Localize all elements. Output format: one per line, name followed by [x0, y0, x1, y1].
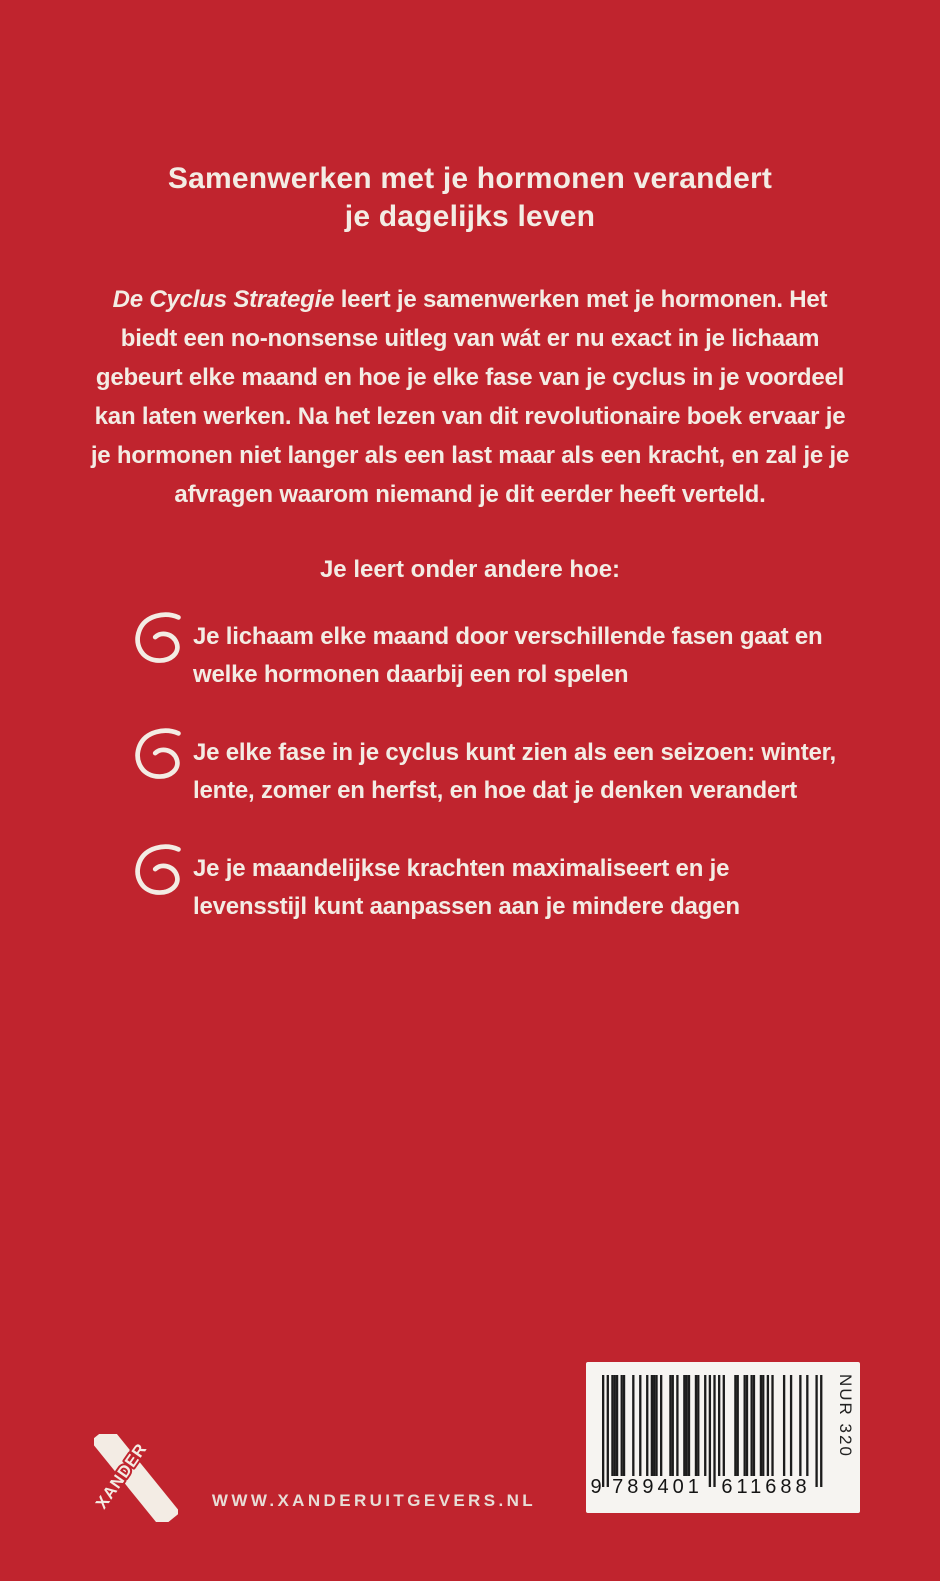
list-item-text: Je lichaam elke maand door verschillende fasen gaat en welke hormonen daarbij een rol spelen	[193, 623, 823, 688]
book-title-italic: De Cyclus Strategie	[112, 286, 335, 313]
xander-x-icon	[94, 1434, 178, 1522]
publisher-website: WWW.XANDERUITGEVERS.NL	[211, 1491, 537, 1510]
nur-code: NUR 320	[836, 1374, 855, 1458]
intro-text: leert je samenwerken met je hormonen. Het biedt een no-nonsense uitleg van wát er nu exact in je lichaam gebeurt elke maand en hoe je elke fase van je cyclus in je voordeel kan laten werken. Na het lezen van dit revolutionaire boek ervaar je je hormonen niet langer als een last maar als een kracht, en zal je je afvragen waarom niemand je dit eerder heeft verteld.	[90, 286, 850, 508]
cycle-icon	[132, 842, 187, 898]
list-item	[132, 618, 940, 694]
list-item	[132, 734, 940, 810]
list-intro: Je leert onder andere hoe:	[319, 556, 621, 583]
publisher-logo	[94, 1434, 178, 1522]
isbn-digit-group: 611688	[721, 1476, 811, 1498]
cycle-icon	[132, 610, 187, 666]
list-item	[132, 850, 940, 926]
list-item-text: Je elke fase in je cyclus kunt zien als een seizoen: winter, lente, zomer en herfst, en hoe dat je denken verandert	[193, 739, 836, 804]
cover-heading-line2: je dagelijks leven	[344, 200, 596, 233]
publisher-logo-text: XANDER	[94, 1439, 151, 1513]
barcode	[586, 1362, 860, 1513]
cycle-icon	[132, 726, 187, 782]
bullet-list	[132, 618, 940, 926]
intro-paragraph	[84, 280, 856, 514]
cover-heading-line1: Samenwerken met je hormonen verandert	[167, 162, 773, 195]
isbn-digit-group: 789401	[612, 1476, 703, 1498]
list-item-text: Je je maandelijkse krachten maximaliseert en je levensstijl kunt aanpassen aan je mindere dagen	[193, 855, 740, 920]
isbn-digit-group: 9	[590, 1476, 602, 1498]
cover-heading	[0, 160, 940, 236]
